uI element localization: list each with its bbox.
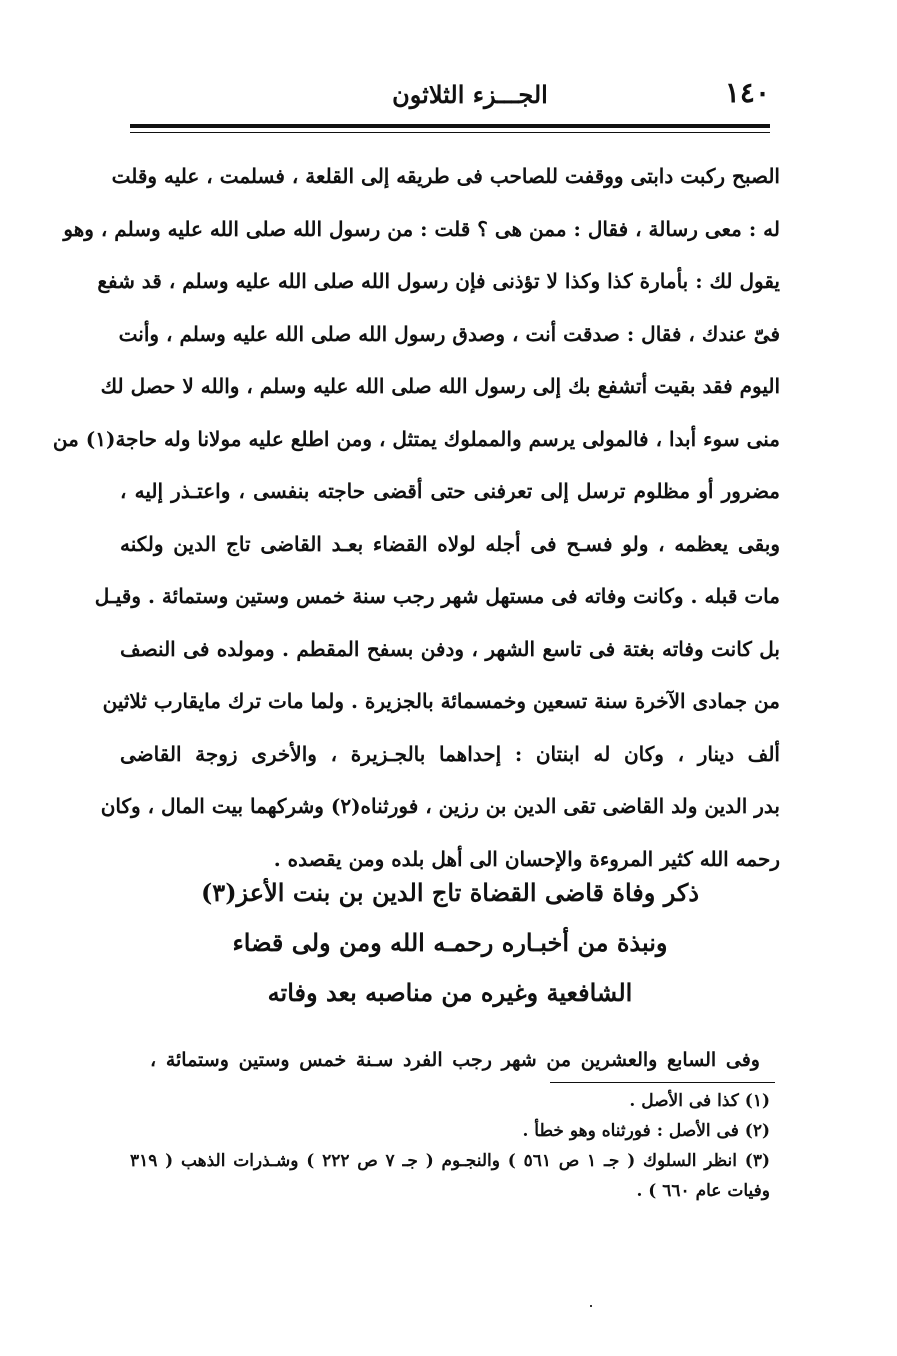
text-line: له : معى رسالة ، فقال : ممن هى ؟ قلت : من رسول الله صلى الله عليه وسلم ، وهو bbox=[63, 216, 780, 241]
footnote: (١) كذا فى الأصل . bbox=[629, 1091, 770, 1111]
section-heading bbox=[160, 868, 740, 1018]
text-line: بدر الدين ولد القاضى تقى الدين بن رزين ، فورثناه(٢) وشركهما بيت المال ، وكان bbox=[100, 794, 780, 818]
footnote: (٣) انظر السلوك ( جـ ١ ص ٥٦١ ) والنجـوم ( جـ ٧ ص ٢٢٢ ) وشـذرات الذهب ( ٣١٩ bbox=[130, 1151, 771, 1171]
footnote: (٢) فى الأصل : فورثناه وهو خطأ . bbox=[522, 1121, 770, 1141]
text-line: مات قبله . وكانت وفاته فى مستهل شهر رجب سنة خمس وستين وستمائة . وقيـل bbox=[94, 584, 780, 608]
text-line: اليوم فقد بقيت أتشفع بك إلى رسول الله صلى الله عليه وسلم ، والله لا حصل لك bbox=[100, 374, 780, 398]
text-line: منى سوء أبدا ، فالمولى يرسم والمملوك يمتثل ، ومن اطلع عليه مولانا وله حاجة(١) من bbox=[52, 426, 780, 451]
footnotes bbox=[130, 1086, 770, 1206]
text-line-last: رحمه الله كثير المروءة والإحسان الى أهل بلده ومن يقصده . bbox=[273, 846, 780, 871]
closing-line: وفى السابع والعشرين من شهر رجب الفرد سـنة خمس وستين وستمائة ، bbox=[150, 1049, 760, 1071]
scan-speck bbox=[590, 1305, 592, 1307]
header-rule-thin bbox=[130, 132, 770, 133]
text-line: فىّ عندك ، فقال : صدقت أنت ، وصدق رسول الله صلى الله عليه وسلم ، وأنت bbox=[118, 321, 780, 346]
text-line: مضرور أو مظلوم ترسل إلى تعرفنى حتى أقضى حاجته بنفسى ، واعتـذر إليه ، bbox=[120, 479, 780, 503]
header-rule bbox=[130, 124, 770, 128]
text-line: من جمادى الآخرة سنة تسعين وخمسمائة بالجزيرة . ولما مات ترك مايقارب ثلاثين bbox=[102, 689, 780, 713]
heading-line: ونبذة من أخبـاره رحمـه الله ومن ولى قضاء bbox=[232, 928, 668, 957]
body-text bbox=[52, 150, 780, 885]
footnote-rule bbox=[550, 1082, 775, 1083]
text-line: يقول لك : بأمارة كذا وكذا لا تؤذنى فإن رسول الله صلى الله عليه وسلم ، قد شفع bbox=[97, 269, 780, 293]
running-title: الجـــزء الثلاثون bbox=[392, 80, 548, 109]
heading-line: ذكر وفاة قاضى القضاة تاج الدين بن بنت الأعز(٣) bbox=[200, 878, 700, 907]
heading-line: الشافعية وغيره من مناصبه بعد وفاته bbox=[267, 978, 633, 1007]
page-header bbox=[130, 72, 770, 120]
page-number: ١٤٠ bbox=[724, 76, 770, 109]
text-line: ألف دينار ، وكان له ابنتان : إحداهما بالجـزيرة ، والأخرى زوجة القاضى bbox=[120, 741, 780, 766]
footnote-continuation: وفيات عام ٦٦٠ ) . bbox=[636, 1181, 770, 1201]
text-line: بل كانت وفاته بغتة فى تاسع الشهر ، ودفن بسفح المقطم . ومولده فى النصف bbox=[120, 636, 780, 661]
text-line: وبقى يعظمه ، ولو فسـح فى أجله لولاه القضاء بعـد القاضى تاج الدين ولكنه bbox=[120, 531, 780, 556]
text-line: الصبح ركبت دابتى ووقفت للصاحب فى طريقه إلى القلعة ، فسلمت ، عليه وقلت bbox=[111, 164, 780, 188]
